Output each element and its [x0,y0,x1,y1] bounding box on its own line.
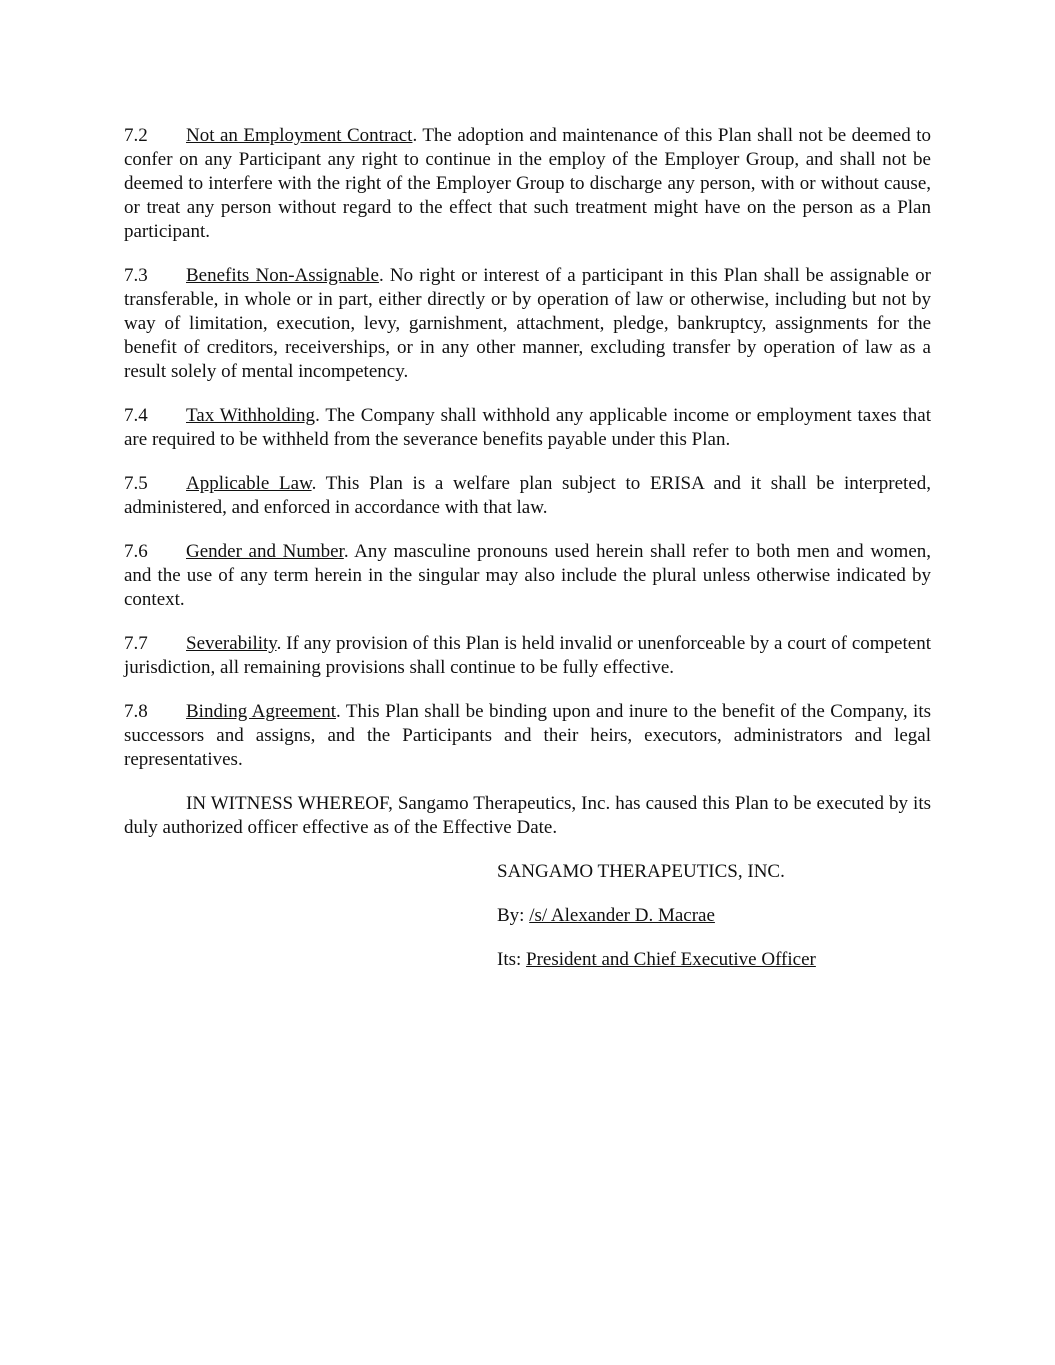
section-number: 7.6 [124,541,148,562]
signature-by-line [497,904,931,928]
section-number: 7.3 [124,265,148,286]
section-number: 7.8 [124,701,148,722]
section-7-8 [124,700,931,772]
section-number: 7.4 [124,405,148,426]
section-number: 7.2 [124,125,148,146]
signature-its-line [497,948,931,972]
section-heading: Gender and Number [186,541,344,562]
section-body: . Any masculine pronouns used herein shall refer to both men and women, and the use of any term herein in the singular may also include the plural unless otherwise indicated by context. [124,541,931,610]
by-signature: /s/ Alexander D. Macrae [529,905,715,926]
section-body: . If any provision of this Plan is held invalid or unenforceable by a court of competent jurisdiction, all remaining provisions shall continue to be fully effective. [124,633,931,678]
section-body: . This Plan is a welfare plan subject to ERISA and it shall be interpreted, administered, and enforced in accordance with that law. [124,473,931,518]
document-page [124,124,931,992]
signature-company: SANGAMO THERAPEUTICS, INC. [497,861,785,882]
section-body: . This Plan shall be binding upon and inure to the benefit of the Company, its successors and assigns, and the Participants and their heirs, executors, administrators and legal representatives. [124,701,931,770]
section-heading: Not an Employment Contract [186,125,413,146]
section-number: 7.5 [124,473,148,494]
section-body: . No right or interest of a participant in this Plan shall be assignable or transferable, in whole or in part, either directly or by operation of law or otherwise, including but not by way of limitation, execution, levy, garnishment, attachment, pledge, bankruptcy, assignments for the benefit of creditors, receiverships, or in any other manner, excluding transfer by operation of law as a result solely of mental incompetency. [124,265,931,382]
section-heading: Benefits Non-Assignable [186,265,379,286]
section-body: . The Company shall withhold any applicable income or employment taxes that are required to be withheld from the severance benefits payable under this Plan. [124,405,931,450]
section-number: 7.7 [124,633,148,654]
section-7-3 [124,264,931,384]
section-7-5 [124,472,931,520]
section-body: . The adoption and maintenance of this Plan shall not be deemed to confer on any Participant any right to continue in the employ of the Employer Group, and shall not be deemed to interfere with the right of the Employer Group to discharge any person, with or without cause, or treat any person without regard to the effect that such treatment might have on the person as a Plan participant. [124,125,931,242]
its-title: President and Chief Executive Officer [526,949,816,970]
witness-clause: IN WITNESS WHEREOF, Sangamo Therapeutics, Inc. has caused this Plan to be executed by its duly authorized officer effective as of the Effective Date. [124,793,931,838]
section-heading: Severability [186,633,277,654]
section-7-6 [124,540,931,612]
section-heading: Tax Withholding [186,405,316,426]
signature-block [497,860,931,972]
its-label: Its: [497,949,527,970]
section-heading: Applicable Law [186,473,312,494]
section-7-4 [124,404,931,452]
by-label: By: [497,905,530,926]
section-heading: Binding Agreement [186,701,337,722]
section-7-7 [124,632,931,680]
section-7-2 [124,124,931,244]
